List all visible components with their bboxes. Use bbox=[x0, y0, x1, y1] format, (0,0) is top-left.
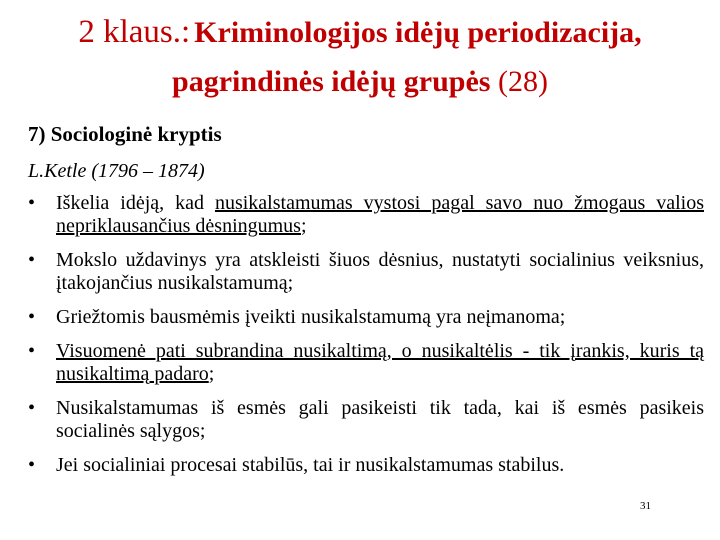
title-prefix: 2 klaus.: bbox=[78, 14, 191, 50]
section-heading: 7) Sociologinė kryptis bbox=[28, 122, 222, 146]
bullet-list bbox=[28, 192, 704, 488]
bullet-item bbox=[28, 454, 704, 477]
bullet-item bbox=[28, 249, 704, 295]
author-line: L.Ketle (1796 – 1874) bbox=[28, 160, 205, 182]
title-line-2-rest: (28) bbox=[497, 65, 548, 98]
bullet-text: Jei socialiniai procesai stabilūs, tai ir nusikalstamumas stabilus. bbox=[56, 454, 565, 476]
bullet-text: Iškelia idėją, kad bbox=[56, 192, 215, 214]
bullet-text-end: ; bbox=[300, 215, 307, 237]
page-number: 31 bbox=[640, 500, 651, 512]
bullet-text-end: ; bbox=[208, 363, 215, 385]
slide-title bbox=[0, 10, 720, 104]
bullet-text: Nusikalstamumas iš esmės gali pasikeisti tik tada, kai iš esmės pasikeis socialinės sąlygos; bbox=[56, 397, 704, 442]
title-line-2-bold: pagrindinės idėjų grupės bbox=[172, 65, 491, 98]
bullet-item bbox=[28, 340, 704, 386]
bullet-text: Mokslo uždavinys yra atskleisti šiuos dėsnius, nustatyti socialinius veiksnius, įtakojančius nusikalstamumą; bbox=[56, 249, 704, 294]
bullet-underlined-text: nusikalstamumas vystosi pagal savo nuo žmogaus valios nepriklausančius dėsningumus bbox=[56, 192, 705, 237]
bullet-item bbox=[28, 192, 704, 238]
title-main: Kriminologijos idėjų periodizacija, bbox=[194, 16, 642, 49]
bullet-text: Griežtomis bausmėmis įveikti nusikalstamumą yra neįmanoma; bbox=[56, 306, 566, 328]
bullet-item bbox=[28, 306, 704, 329]
bullet-item bbox=[28, 397, 704, 443]
title-line-2 bbox=[0, 60, 720, 104]
bullet-underlined-text: Visuomenė pati subrandina nusikaltimą, o nusikaltėlis - tik įrankis, kuris tą nusikaltimą padaro bbox=[56, 340, 704, 385]
title-line-1 bbox=[0, 10, 720, 60]
